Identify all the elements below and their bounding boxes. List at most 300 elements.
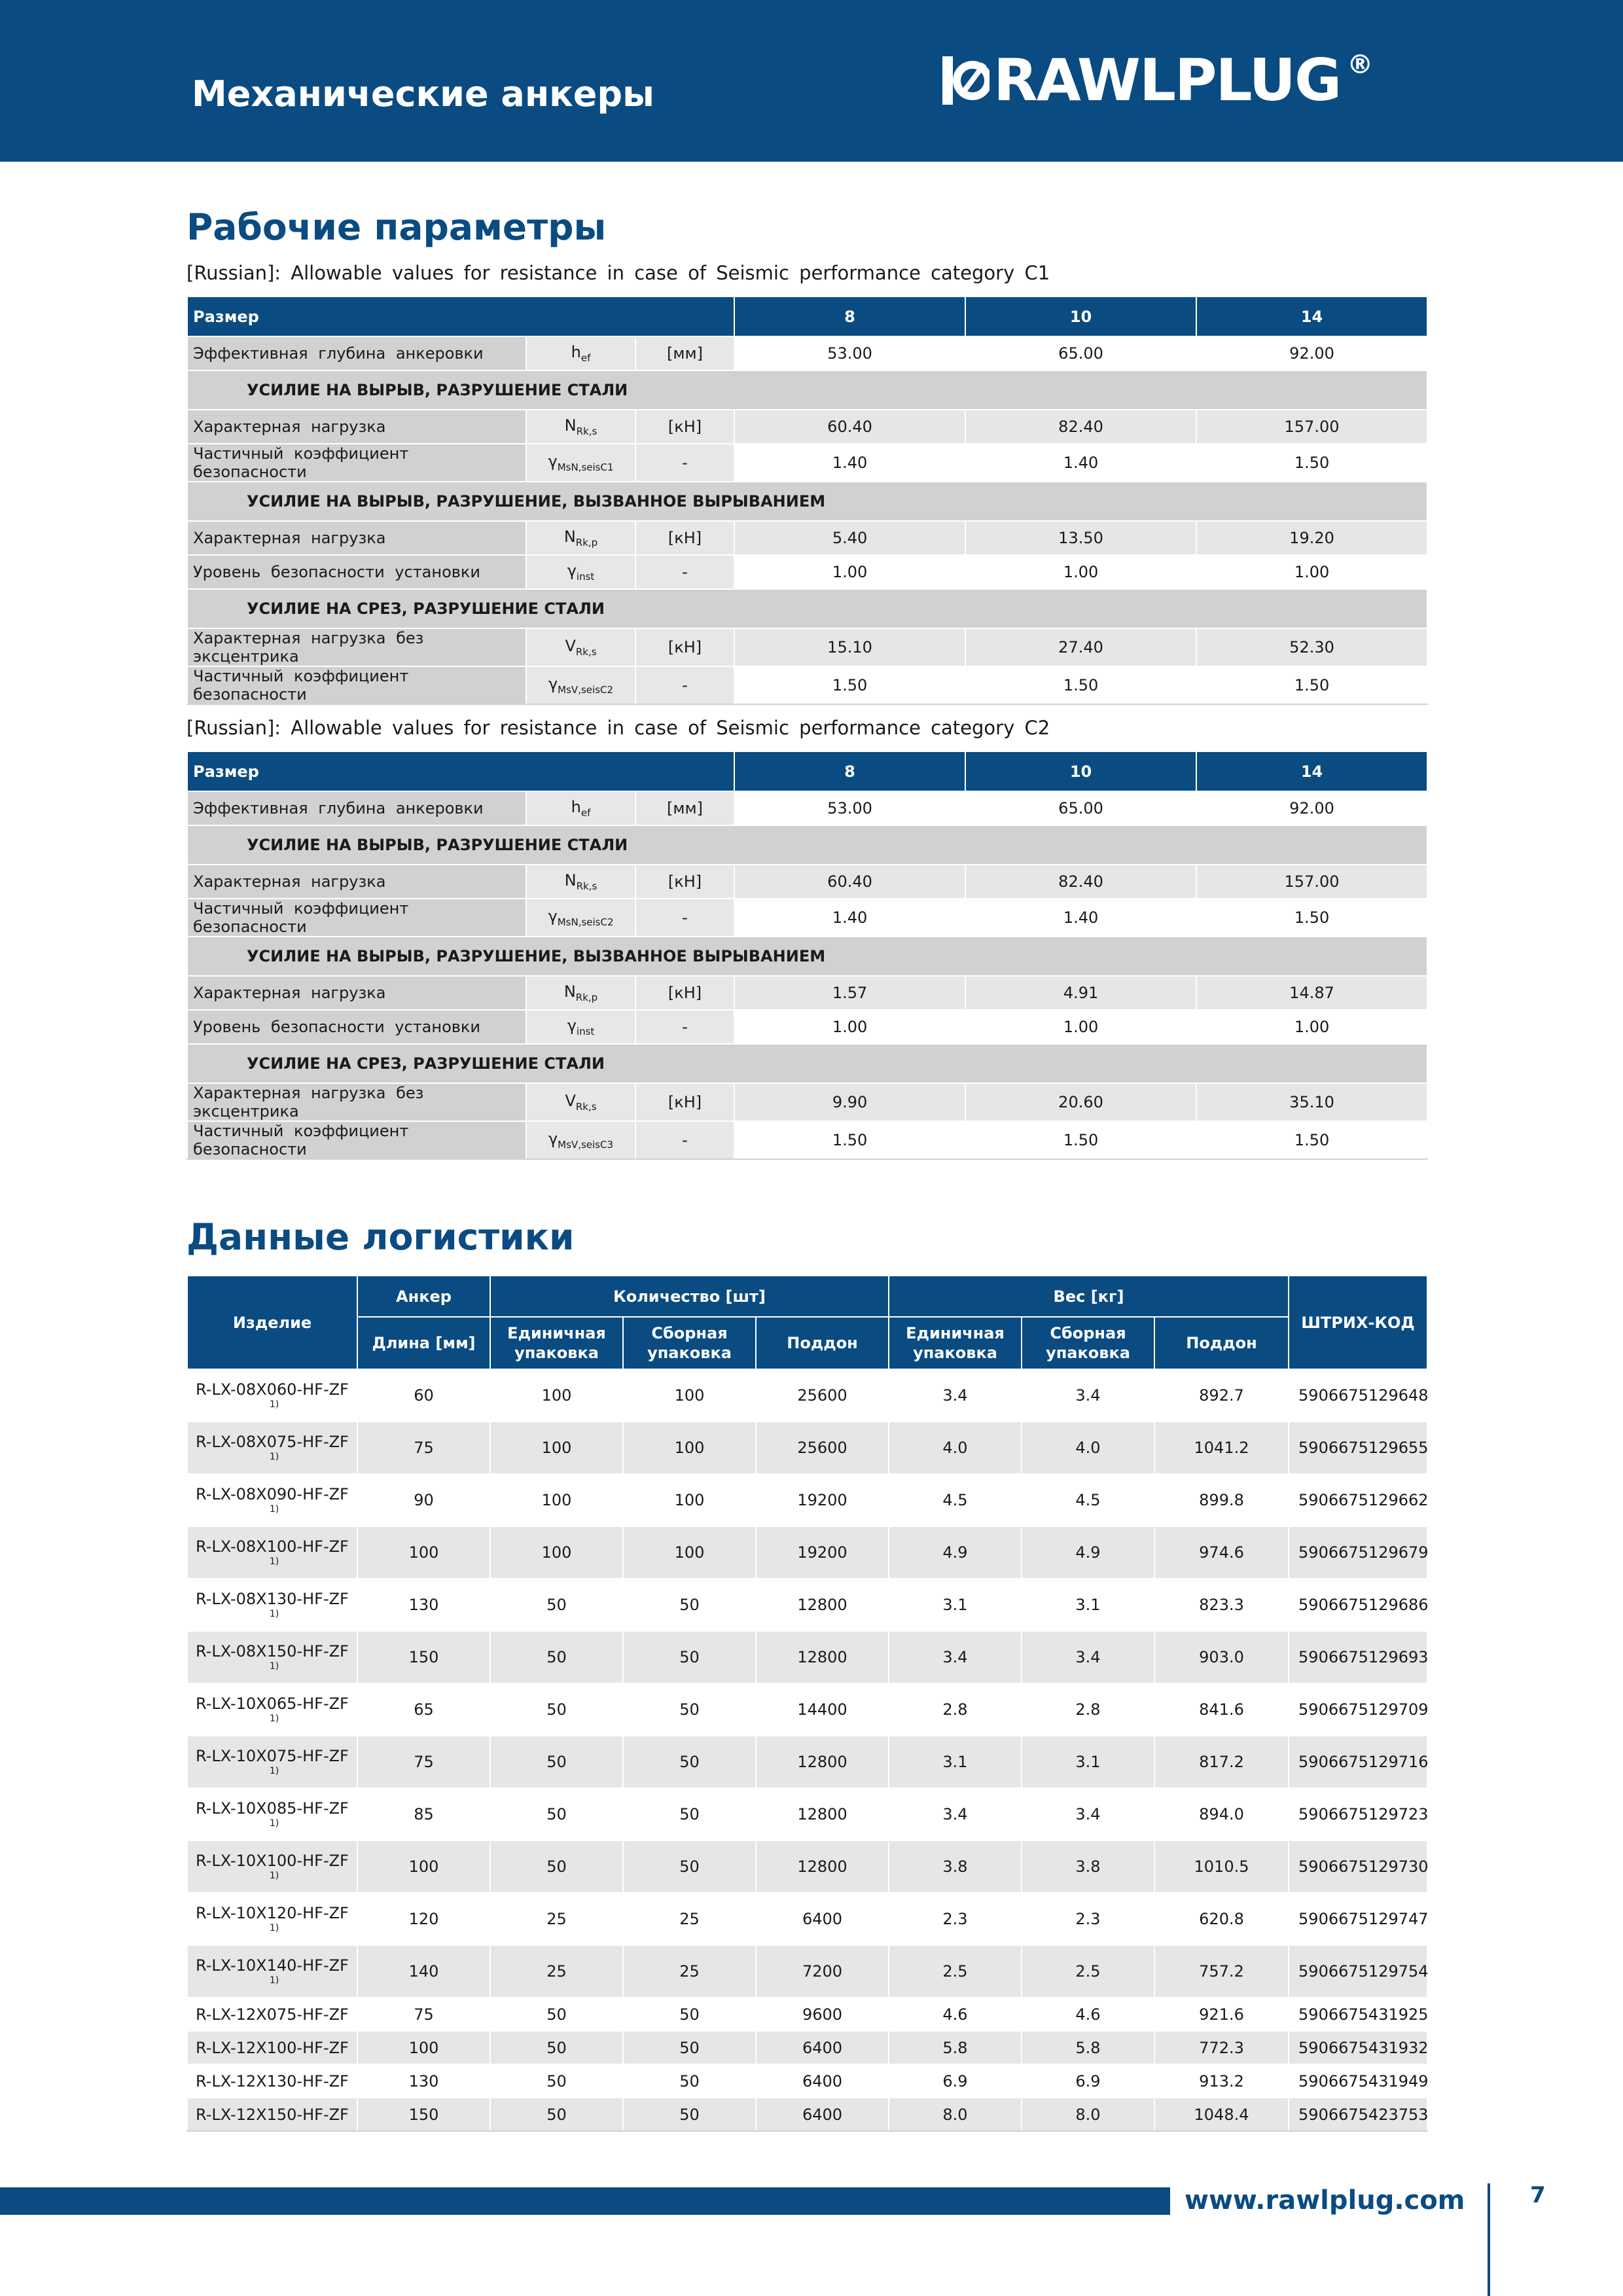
footer-divider bbox=[1488, 2183, 1490, 2296]
c1-subtitle: [Russian]: Allowable values for resistance in case of Seismic performance category C1 bbox=[187, 262, 1050, 284]
product-code: R-LX-12X100-HF-ZF bbox=[196, 2038, 349, 2057]
table-row bbox=[187, 1474, 1427, 1526]
symbol-main: γ bbox=[548, 452, 558, 471]
param-label: Эффективная глубина анкеровки bbox=[187, 336, 526, 370]
weight-unit-header: Единичная упаковка bbox=[889, 1317, 1022, 1369]
qty-pallet-cell: 19200 bbox=[756, 1526, 889, 1579]
length-cell: 75 bbox=[357, 1998, 490, 2031]
param-label: Характерная нагрузка bbox=[187, 410, 526, 444]
param-value: 5.40 bbox=[734, 521, 965, 555]
param-value: 1.00 bbox=[1196, 555, 1427, 589]
barcode-cell: 5906675129747 bbox=[1289, 1893, 1427, 1945]
param-label: Частичный коэффициент безопасности bbox=[187, 899, 526, 937]
barcode-cell: 5906675129693 bbox=[1289, 1631, 1427, 1683]
param-value: 60.40 bbox=[734, 865, 965, 899]
product-cell bbox=[187, 1893, 357, 1945]
logo-mark-icon bbox=[942, 56, 990, 105]
qty-box-cell: 25 bbox=[623, 1945, 756, 1998]
weight-header: Вес [кг] bbox=[889, 1276, 1289, 1317]
size-header: Размер bbox=[187, 296, 734, 336]
param-unit: [кН] bbox=[635, 628, 734, 666]
product-code: R-LX-10X085-HF-ZF bbox=[196, 1799, 349, 1818]
param-symbol bbox=[526, 1010, 635, 1044]
qty-unit-cell: 100 bbox=[490, 1474, 623, 1526]
param-symbol bbox=[526, 1083, 635, 1121]
table-row bbox=[187, 1998, 1427, 2031]
logo-text: RAWLPLUG bbox=[993, 46, 1341, 114]
param-row bbox=[187, 410, 1427, 444]
param-row bbox=[187, 865, 1427, 899]
weight-pallet-cell: 921.6 bbox=[1154, 1998, 1289, 2031]
param-unit: - bbox=[635, 555, 734, 589]
qty-pallet-cell: 6400 bbox=[756, 1893, 889, 1945]
table-row bbox=[187, 2098, 1427, 2131]
param-row bbox=[187, 899, 1427, 937]
weight-box-cell: 3.1 bbox=[1022, 1579, 1154, 1631]
anchor-header: Анкер bbox=[357, 1276, 490, 1317]
param-unit: [мм] bbox=[635, 336, 734, 370]
param-unit: [кН] bbox=[635, 976, 734, 1010]
table-row bbox=[187, 1893, 1427, 1945]
size-header: Размер bbox=[187, 751, 734, 791]
param-symbol bbox=[526, 410, 635, 444]
param-value: 157.00 bbox=[1196, 410, 1427, 444]
qty-pallet-cell: 25600 bbox=[756, 1369, 889, 1422]
table-row bbox=[187, 1840, 1427, 1893]
length-cell: 120 bbox=[357, 1893, 490, 1945]
section-label: УСИЛИЕ НА ВЫРЫВ, РАЗРУШЕНИЕ СТАЛИ bbox=[187, 825, 1427, 865]
symbol-subscript: MsN,seisC2 bbox=[557, 916, 614, 928]
param-value: 1.50 bbox=[734, 1121, 965, 1159]
param-row bbox=[187, 791, 1427, 825]
weight-box-cell: 3.4 bbox=[1022, 1788, 1154, 1840]
product-code: R-LX-10X140-HF-ZF bbox=[196, 1956, 349, 1975]
param-value: 157.00 bbox=[1196, 865, 1427, 899]
param-value: 1.40 bbox=[965, 444, 1196, 482]
length-cell: 100 bbox=[357, 1526, 490, 1579]
param-row bbox=[187, 336, 1427, 370]
product-header: Изделие bbox=[187, 1276, 357, 1369]
param-symbol bbox=[526, 521, 635, 555]
qty-unit-cell: 50 bbox=[490, 1998, 623, 2031]
symbol-main: N bbox=[563, 982, 576, 1001]
qty-unit-cell: 100 bbox=[490, 1526, 623, 1579]
qty-box-cell: 50 bbox=[623, 1579, 756, 1631]
symbol-subscript: Rk,s bbox=[575, 1100, 597, 1113]
weight-unit-cell: 4.6 bbox=[889, 1998, 1022, 2031]
qty-box-cell: 50 bbox=[623, 2031, 756, 2064]
product-code: R-LX-12X075-HF-ZF bbox=[196, 2005, 349, 2024]
param-row bbox=[187, 628, 1427, 666]
table-row bbox=[187, 2031, 1427, 2064]
weight-box-cell: 3.8 bbox=[1022, 1840, 1154, 1893]
qty-box-header: Сборная упаковка bbox=[623, 1317, 756, 1369]
param-label: Частичный коэффициент безопасности bbox=[187, 444, 526, 482]
length-cell: 75 bbox=[357, 1422, 490, 1474]
footer-bar bbox=[0, 2187, 1170, 2215]
qty-pallet-cell: 9600 bbox=[756, 1998, 889, 2031]
qty-unit-cell: 50 bbox=[490, 1788, 623, 1840]
barcode-cell: 5906675129686 bbox=[1289, 1579, 1427, 1631]
product-cell bbox=[187, 2098, 357, 2131]
footnote-marker: 1) bbox=[269, 1399, 279, 1410]
length-cell: 75 bbox=[357, 1736, 490, 1788]
table-row bbox=[187, 1788, 1427, 1840]
symbol-main: N bbox=[564, 416, 577, 435]
param-value: 1.00 bbox=[965, 1010, 1196, 1044]
barcode-cell: 5906675431949 bbox=[1289, 2064, 1427, 2098]
param-value: 1.00 bbox=[734, 1010, 965, 1044]
weight-pallet-cell: 620.8 bbox=[1154, 1893, 1289, 1945]
product-cell bbox=[187, 1840, 357, 1893]
section-row bbox=[187, 482, 1427, 521]
weight-box-cell: 3.4 bbox=[1022, 1631, 1154, 1683]
section-label: УСИЛИЕ НА СРЕЗ, РАЗРУШЕНИЕ СТАЛИ bbox=[187, 589, 1427, 628]
weight-unit-cell: 5.8 bbox=[889, 2031, 1022, 2064]
product-code: R-LX-08X090-HF-ZF bbox=[196, 1485, 349, 1503]
weight-pallet-cell: 817.2 bbox=[1154, 1736, 1289, 1788]
symbol-subscript: inst bbox=[576, 570, 595, 583]
weight-box-cell: 2.3 bbox=[1022, 1893, 1154, 1945]
param-label: Характерная нагрузка bbox=[187, 865, 526, 899]
weight-pallet-cell: 1010.5 bbox=[1154, 1840, 1289, 1893]
qty-box-cell: 50 bbox=[623, 1998, 756, 2031]
symbol-subscript: Rk,s bbox=[576, 425, 597, 437]
product-cell bbox=[187, 2031, 357, 2064]
param-value: 19.20 bbox=[1196, 521, 1427, 555]
weight-box-header: Сборная упаковка bbox=[1022, 1317, 1154, 1369]
logistics-title: Данные логистики bbox=[187, 1216, 575, 1258]
weight-box-cell: 4.9 bbox=[1022, 1526, 1154, 1579]
length-cell: 100 bbox=[357, 2031, 490, 2064]
symbol-main: γ bbox=[548, 1130, 558, 1149]
param-value: 27.40 bbox=[965, 628, 1196, 666]
param-symbol bbox=[526, 791, 635, 825]
param-value: 1.00 bbox=[1196, 1010, 1427, 1044]
product-code: R-LX-10X120-HF-ZF bbox=[196, 1904, 349, 1922]
length-cell: 60 bbox=[357, 1369, 490, 1422]
qty-unit-cell: 100 bbox=[490, 1422, 623, 1474]
table-row bbox=[187, 1945, 1427, 1998]
weight-box-cell: 4.6 bbox=[1022, 1998, 1154, 2031]
quantity-header: Количество [шт] bbox=[490, 1276, 889, 1317]
symbol-subscript: Rk,p bbox=[575, 536, 598, 548]
barcode-cell: 5906675129723 bbox=[1289, 1788, 1427, 1840]
footnote-marker: 1) bbox=[269, 1556, 279, 1567]
param-label: Уровень безопасности установки bbox=[187, 555, 526, 589]
header-title: Механические анкеры bbox=[192, 73, 654, 115]
param-value: 1.00 bbox=[734, 555, 965, 589]
table-row bbox=[187, 1369, 1427, 1422]
qty-unit-cell: 50 bbox=[490, 1840, 623, 1893]
weight-unit-cell: 4.9 bbox=[889, 1526, 1022, 1579]
param-value: 1.50 bbox=[1196, 1121, 1427, 1159]
qty-box-cell: 100 bbox=[623, 1369, 756, 1422]
product-code: R-LX-12X150-HF-ZF bbox=[196, 2105, 349, 2124]
weight-pallet-cell: 894.0 bbox=[1154, 1788, 1289, 1840]
product-cell bbox=[187, 1788, 357, 1840]
param-label: Характерная нагрузка без эксцентрика bbox=[187, 1083, 526, 1121]
symbol-subscript: Rk,p bbox=[575, 991, 598, 1003]
page-header bbox=[0, 0, 1623, 162]
param-row bbox=[187, 976, 1427, 1010]
param-unit: - bbox=[635, 666, 734, 704]
length-cell: 100 bbox=[357, 1840, 490, 1893]
symbol-main: γ bbox=[548, 907, 558, 926]
weight-box-cell: 5.8 bbox=[1022, 2031, 1154, 2064]
symbol-subscript: MsV,seisC3 bbox=[558, 1138, 614, 1151]
qty-pallet-cell: 12800 bbox=[756, 1840, 889, 1893]
qty-box-cell: 50 bbox=[623, 2098, 756, 2131]
length-header: Длина [мм] bbox=[357, 1317, 490, 1369]
weight-unit-cell: 4.0 bbox=[889, 1422, 1022, 1474]
qty-box-cell: 100 bbox=[623, 1526, 756, 1579]
param-value: 92.00 bbox=[1196, 336, 1427, 370]
size-8-header: 8 bbox=[734, 751, 965, 791]
weight-unit-cell: 3.8 bbox=[889, 1840, 1022, 1893]
param-row bbox=[187, 521, 1427, 555]
qty-box-cell: 25 bbox=[623, 1893, 756, 1945]
weight-unit-cell: 3.4 bbox=[889, 1369, 1022, 1422]
footer-website-link[interactable]: www.rawlplug.com bbox=[1185, 2185, 1465, 2215]
qty-box-cell: 50 bbox=[623, 2064, 756, 2098]
product-code: R-LX-10X100-HF-ZF bbox=[196, 1852, 349, 1870]
param-label: Характерная нагрузка без эксцентрика bbox=[187, 628, 526, 666]
param-value: 1.40 bbox=[965, 899, 1196, 937]
table-row bbox=[187, 1683, 1427, 1736]
size-14-header: 14 bbox=[1196, 751, 1427, 791]
param-unit: [кН] bbox=[635, 1083, 734, 1121]
symbol-main: γ bbox=[548, 675, 558, 694]
weight-box-cell: 4.0 bbox=[1022, 1422, 1154, 1474]
logo-registered: ® bbox=[1347, 50, 1374, 80]
qty-box-cell: 50 bbox=[623, 1631, 756, 1683]
symbol-subscript: Rk,s bbox=[576, 880, 597, 892]
rawlplug-logo bbox=[942, 46, 1374, 114]
param-label: Частичный коэффициент безопасности bbox=[187, 666, 526, 704]
symbol-main: N bbox=[563, 528, 576, 547]
weight-box-cell: 6.9 bbox=[1022, 2064, 1154, 2098]
param-label: Эффективная глубина анкеровки bbox=[187, 791, 526, 825]
section-label: УСИЛИЕ НА ВЫРЫВ, РАЗРУШЕНИЕ, ВЫЗВАННОЕ ВЫРЫВАНИЕМ bbox=[187, 482, 1427, 521]
weight-pallet-cell: 757.2 bbox=[1154, 1945, 1289, 1998]
table-row bbox=[187, 1422, 1427, 1474]
logistics-table bbox=[187, 1275, 1428, 2132]
table-row bbox=[187, 1579, 1427, 1631]
param-row bbox=[187, 666, 1427, 704]
param-unit: - bbox=[635, 1010, 734, 1044]
length-cell: 65 bbox=[357, 1683, 490, 1736]
footnote-marker: 1) bbox=[269, 1609, 279, 1619]
qty-pallet-cell: 7200 bbox=[756, 1945, 889, 1998]
product-code: R-LX-08X060-HF-ZF bbox=[196, 1380, 349, 1399]
product-code: R-LX-08X075-HF-ZF bbox=[196, 1433, 349, 1451]
qty-pallet-cell: 6400 bbox=[756, 2098, 889, 2131]
footnote-marker: 1) bbox=[269, 1661, 279, 1672]
weight-unit-cell: 2.8 bbox=[889, 1683, 1022, 1736]
weight-pallet-cell: 1041.2 bbox=[1154, 1422, 1289, 1474]
table-header-row bbox=[187, 751, 1427, 791]
barcode-cell: 5906675129679 bbox=[1289, 1526, 1427, 1579]
param-unit: [кН] bbox=[635, 865, 734, 899]
symbol-main: N bbox=[564, 871, 577, 890]
param-unit: - bbox=[635, 444, 734, 482]
param-label: Характерная нагрузка bbox=[187, 521, 526, 555]
page-number: 7 bbox=[1530, 2182, 1546, 2208]
param-value: 52.30 bbox=[1196, 628, 1427, 666]
param-row bbox=[187, 1083, 1427, 1121]
qty-unit-cell: 50 bbox=[490, 2098, 623, 2131]
qty-pallet-cell: 6400 bbox=[756, 2031, 889, 2064]
param-unit: [мм] bbox=[635, 791, 734, 825]
length-cell: 130 bbox=[357, 1579, 490, 1631]
symbol-subscript: ef bbox=[580, 351, 591, 364]
product-cell bbox=[187, 1631, 357, 1683]
symbol-main: h bbox=[571, 798, 581, 817]
param-label: Уровень безопасности установки bbox=[187, 1010, 526, 1044]
product-cell bbox=[187, 1369, 357, 1422]
qty-box-cell: 50 bbox=[623, 1840, 756, 1893]
product-cell bbox=[187, 1998, 357, 2031]
weight-unit-cell: 6.9 bbox=[889, 2064, 1022, 2098]
param-label: Характерная нагрузка bbox=[187, 976, 526, 1010]
symbol-subscript: Rk,s bbox=[575, 645, 597, 658]
barcode-header: ШТРИХ-КОД bbox=[1289, 1276, 1427, 1369]
qty-pallet-cell: 6400 bbox=[756, 2064, 889, 2098]
qty-unit-cell: 50 bbox=[490, 1683, 623, 1736]
param-symbol bbox=[526, 336, 635, 370]
footnote-marker: 1) bbox=[269, 1975, 279, 1986]
length-cell: 150 bbox=[357, 2098, 490, 2131]
barcode-cell: 5906675431925 bbox=[1289, 1998, 1427, 2031]
qty-pallet-cell: 19200 bbox=[756, 1474, 889, 1526]
param-symbol bbox=[526, 976, 635, 1010]
weight-pallet-cell: 841.6 bbox=[1154, 1683, 1289, 1736]
qty-pallet-cell: 12800 bbox=[756, 1631, 889, 1683]
param-value: 1.50 bbox=[1196, 444, 1427, 482]
table-row bbox=[187, 1631, 1427, 1683]
barcode-cell: 5906675129709 bbox=[1289, 1683, 1427, 1736]
product-code: R-LX-10X075-HF-ZF bbox=[196, 1747, 349, 1765]
weight-pallet-cell: 823.3 bbox=[1154, 1579, 1289, 1631]
qty-pallet-cell: 12800 bbox=[756, 1579, 889, 1631]
table-row bbox=[187, 1736, 1427, 1788]
qty-pallet-cell: 12800 bbox=[756, 1736, 889, 1788]
param-value: 1.57 bbox=[734, 976, 965, 1010]
footnote-marker: 1) bbox=[269, 1871, 279, 1881]
weight-unit-cell: 3.4 bbox=[889, 1631, 1022, 1683]
table-row bbox=[187, 1526, 1427, 1579]
symbol-main: γ bbox=[567, 1016, 577, 1035]
param-label: Частичный коэффициент безопасности bbox=[187, 1121, 526, 1159]
section-label: УСИЛИЕ НА ВЫРЫВ, РАЗРУШЕНИЕ СТАЛИ bbox=[187, 370, 1427, 410]
qty-unit-cell: 25 bbox=[490, 1945, 623, 1998]
param-unit: [кН] bbox=[635, 410, 734, 444]
weight-unit-cell: 2.5 bbox=[889, 1945, 1022, 1998]
param-value: 82.40 bbox=[965, 865, 1196, 899]
qty-box-cell: 100 bbox=[623, 1474, 756, 1526]
param-value: 60.40 bbox=[734, 410, 965, 444]
symbol-main: γ bbox=[567, 562, 577, 581]
section-label: УСИЛИЕ НА СРЕЗ, РАЗРУШЕНИЕ СТАЛИ bbox=[187, 1044, 1427, 1083]
weight-pallet-cell: 903.0 bbox=[1154, 1631, 1289, 1683]
param-value: 9.90 bbox=[734, 1083, 965, 1121]
param-unit: [кН] bbox=[635, 521, 734, 555]
product-cell bbox=[187, 1736, 357, 1788]
weight-pallet-cell: 772.3 bbox=[1154, 2031, 1289, 2064]
length-cell: 130 bbox=[357, 2064, 490, 2098]
section-row bbox=[187, 1044, 1427, 1083]
size-8-header: 8 bbox=[734, 296, 965, 336]
barcode-cell: 5906675129662 bbox=[1289, 1474, 1427, 1526]
qty-box-cell: 50 bbox=[623, 1736, 756, 1788]
footnote-marker: 1) bbox=[269, 1818, 279, 1829]
param-value: 13.50 bbox=[965, 521, 1196, 555]
weight-box-cell: 3.1 bbox=[1022, 1736, 1154, 1788]
size-10-header: 10 bbox=[965, 751, 1196, 791]
param-value: 1.50 bbox=[965, 666, 1196, 704]
barcode-cell: 5906675129754 bbox=[1289, 1945, 1427, 1998]
symbol-subscript: inst bbox=[576, 1025, 595, 1037]
qty-unit-cell: 50 bbox=[490, 1579, 623, 1631]
length-cell: 140 bbox=[357, 1945, 490, 1998]
barcode-cell: 5906675129730 bbox=[1289, 1840, 1427, 1893]
product-code: R-LX-08X100-HF-ZF bbox=[196, 1537, 349, 1556]
qty-unit-cell: 100 bbox=[490, 1369, 623, 1422]
symbol-subscript: MsV,seisC2 bbox=[558, 683, 614, 696]
params-title: Рабочие параметры bbox=[187, 206, 607, 248]
length-cell: 85 bbox=[357, 1788, 490, 1840]
product-cell bbox=[187, 1474, 357, 1526]
qty-unit-cell: 50 bbox=[490, 1736, 623, 1788]
product-code: R-LX-08X150-HF-ZF bbox=[196, 1642, 349, 1660]
params-table-c1 bbox=[187, 296, 1428, 705]
footnote-marker: 1) bbox=[269, 1452, 279, 1462]
param-value: 14.87 bbox=[1196, 976, 1427, 1010]
param-value: 65.00 bbox=[965, 791, 1196, 825]
param-value: 1.40 bbox=[734, 444, 965, 482]
param-symbol bbox=[526, 666, 635, 704]
weight-unit-cell: 4.5 bbox=[889, 1474, 1022, 1526]
footnote-marker: 1) bbox=[269, 1713, 279, 1724]
section-row bbox=[187, 370, 1427, 410]
weight-box-cell: 8.0 bbox=[1022, 2098, 1154, 2131]
weight-pallet-cell: 892.7 bbox=[1154, 1369, 1289, 1422]
param-symbol bbox=[526, 865, 635, 899]
weight-box-cell: 2.8 bbox=[1022, 1683, 1154, 1736]
qty-box-cell: 50 bbox=[623, 1683, 756, 1736]
weight-pallet-cell: 1048.4 bbox=[1154, 2098, 1289, 2131]
param-row bbox=[187, 444, 1427, 482]
param-symbol bbox=[526, 555, 635, 589]
qty-box-cell: 100 bbox=[623, 1422, 756, 1474]
param-value: 1.50 bbox=[965, 1121, 1196, 1159]
param-value: 53.00 bbox=[734, 791, 965, 825]
weight-unit-cell: 3.1 bbox=[889, 1736, 1022, 1788]
weight-box-cell: 2.5 bbox=[1022, 1945, 1154, 1998]
barcode-cell: 5906675129716 bbox=[1289, 1736, 1427, 1788]
barcode-cell: 5906675129648 bbox=[1289, 1369, 1427, 1422]
param-symbol bbox=[526, 444, 635, 482]
product-cell bbox=[187, 1422, 357, 1474]
param-value: 1.50 bbox=[1196, 899, 1427, 937]
table-row bbox=[187, 2064, 1427, 2098]
weight-pallet-cell: 899.8 bbox=[1154, 1474, 1289, 1526]
param-unit: - bbox=[635, 1121, 734, 1159]
barcode-cell: 5906675129655 bbox=[1289, 1422, 1427, 1474]
symbol-subscript: ef bbox=[580, 806, 591, 819]
param-unit: - bbox=[635, 899, 734, 937]
